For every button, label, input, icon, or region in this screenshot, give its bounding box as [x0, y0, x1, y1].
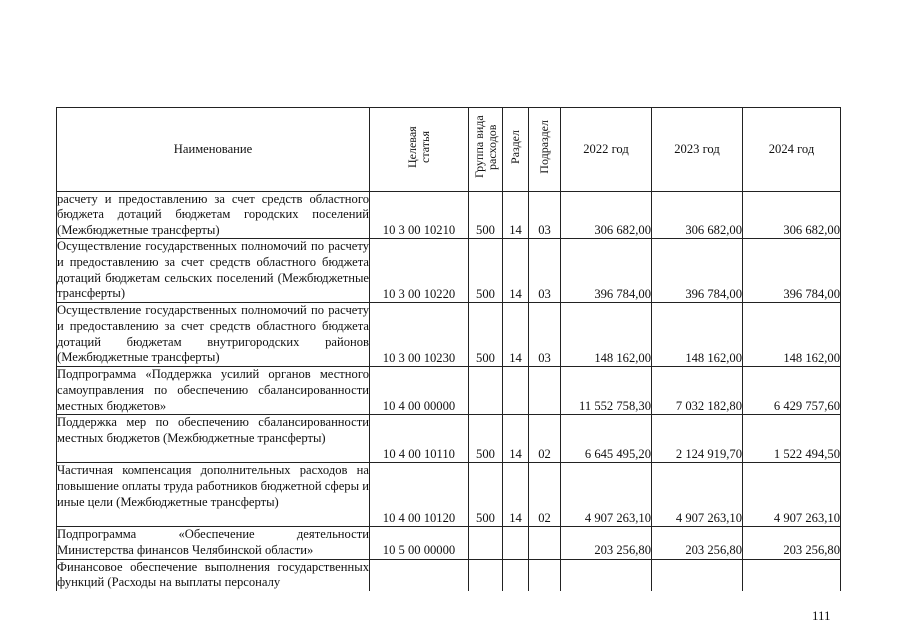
row-name: Осуществление государственных полномочий по расчету и предоставлению за счет средств областного бюджета дотаций бюджетам сельских поселений (Межбюджетные трансферты) — [57, 239, 370, 303]
row-target-article: 10 4 00 10110 — [370, 415, 469, 463]
row-value-2024: 1 522 494,50 — [743, 415, 841, 463]
header-expense-group: Группа вида расходов — [469, 108, 503, 192]
row-value-2024: 6 429 757,60 — [743, 367, 841, 415]
row-value-2022: 11 552 758,30 — [561, 367, 652, 415]
row-value-2024: 306 682,00 — [743, 191, 841, 239]
row-value-2023: 148 162,00 — [652, 303, 743, 367]
row-expense-group — [469, 367, 503, 415]
row-expense-group: 500 — [469, 239, 503, 303]
row-name: расчету и предоставлению за счет средств областного бюджета дотаций бюджетам городских поселений (Межбюджетные трансферты) — [57, 191, 370, 239]
table-row — [57, 367, 841, 415]
header-subsection: Подраздел — [529, 108, 561, 192]
row-value-2023: 306 682,00 — [652, 191, 743, 239]
budget-table — [56, 107, 841, 591]
header-2024: 2024 год — [743, 108, 841, 192]
table-row — [57, 239, 841, 303]
row-section — [503, 559, 529, 591]
row-value-2022: 306 682,00 — [561, 191, 652, 239]
row-section: 14 — [503, 239, 529, 303]
row-value-2022: 4 907 263,10 — [561, 463, 652, 527]
row-name: Финансовое обеспечение выполнения государственных функций (Расходы на выплаты персоналу — [57, 559, 369, 590]
row-subsection — [529, 527, 561, 559]
row-section — [503, 527, 529, 559]
row-expense-group: 500 — [469, 303, 503, 367]
row-section: 14 — [503, 463, 529, 527]
row-target-article: 10 4 00 00000 — [370, 367, 469, 415]
header-section: Раздел — [503, 108, 529, 192]
row-value-2023: 2 124 919,70 — [652, 415, 743, 463]
row-value-2024 — [743, 559, 841, 591]
row-value-2024: 4 907 263,10 — [743, 463, 841, 527]
row-subsection: 02 — [529, 463, 561, 527]
row-value-2022: 203 256,80 — [561, 527, 652, 559]
row-value-2022: 148 162,00 — [561, 303, 652, 367]
row-name: Осуществление государственных полномочий по расчету и предоставлению за счет средств областного бюджета дотаций бюджетам внутригородских районов (Межбюджетные трансферты) — [57, 303, 370, 367]
header-name: Наименование — [57, 108, 370, 192]
row-subsection — [529, 367, 561, 415]
row-value-2023: 396 784,00 — [652, 239, 743, 303]
row-target-article — [370, 559, 469, 591]
page-number: 111 — [812, 608, 831, 623]
row-section: 14 — [503, 415, 529, 463]
row-expense-group: 500 — [469, 191, 503, 239]
row-value-2022: 396 784,00 — [561, 239, 652, 303]
row-value-2023 — [652, 559, 743, 591]
table-row — [57, 303, 841, 367]
row-subsection — [529, 559, 561, 591]
row-name: Поддержка мер по обеспечению сбалансированности местных бюджетов (Межбюджетные трансферты) — [57, 415, 370, 463]
table-row — [57, 559, 841, 591]
row-value-2022 — [561, 559, 652, 591]
row-section: 14 — [503, 191, 529, 239]
row-expense-group — [469, 559, 503, 591]
table-header-row — [57, 108, 841, 192]
row-target-article: 10 3 00 10210 — [370, 191, 469, 239]
row-section: 14 — [503, 303, 529, 367]
row-value-2024: 203 256,80 — [743, 527, 841, 559]
row-value-2023: 203 256,80 — [652, 527, 743, 559]
row-target-article: 10 3 00 10230 — [370, 303, 469, 367]
row-target-article: 10 3 00 10220 — [370, 239, 469, 303]
row-value-2023: 4 907 263,10 — [652, 463, 743, 527]
table-row — [57, 463, 841, 527]
row-expense-group: 500 — [469, 415, 503, 463]
row-name: Подпрограмма «Поддержка усилий органов местного самоуправления по обеспечению сбалансированности местных бюджетов» — [57, 367, 370, 415]
row-name: Подпрограмма «Обеспечение деятельности Министерства финансов Челябинской области» — [57, 527, 370, 559]
row-section — [503, 367, 529, 415]
row-target-article: 10 5 00 00000 — [370, 527, 469, 559]
row-value-2022: 6 645 495,20 — [561, 415, 652, 463]
row-expense-group — [469, 527, 503, 559]
table-row — [57, 191, 841, 239]
row-value-2023: 7 032 182,80 — [652, 367, 743, 415]
header-target-article: Целевая статья — [370, 108, 469, 192]
row-target-article: 10 4 00 10120 — [370, 463, 469, 527]
row-value-2024: 148 162,00 — [743, 303, 841, 367]
row-subsection: 03 — [529, 191, 561, 239]
row-value-2024: 396 784,00 — [743, 239, 841, 303]
table-row — [57, 415, 841, 463]
header-2023: 2023 год — [652, 108, 743, 192]
row-subsection: 03 — [529, 303, 561, 367]
header-2022: 2022 год — [561, 108, 652, 192]
row-subsection: 02 — [529, 415, 561, 463]
row-expense-group: 500 — [469, 463, 503, 527]
row-subsection: 03 — [529, 239, 561, 303]
row-name: Частичная компенсация дополнительных расходов на повышение оплаты труда работников бюджетной сферы и иные цели (Межбюджетные трансферты) — [57, 463, 370, 527]
table-row — [57, 527, 841, 559]
